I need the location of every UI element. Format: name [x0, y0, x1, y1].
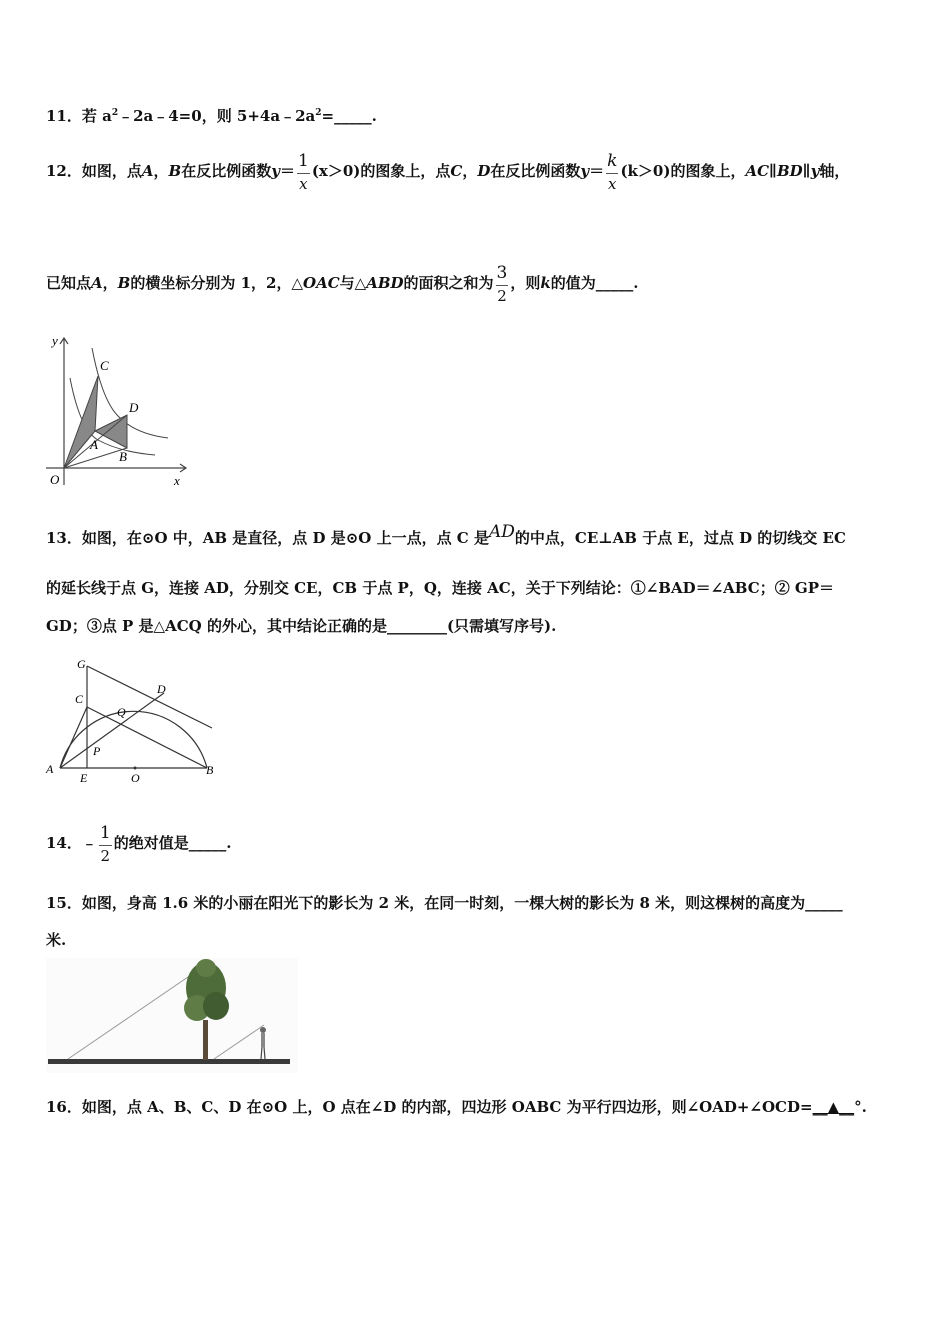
q15-text: 如图，身高 1.6 米的小丽在阳光下的影长为 2 米，在同一时刻，一棵大树的影长为 8 米，则这棵树的高度为_____ — [81, 894, 843, 912]
fraction-1-over-x — [297, 150, 310, 193]
fraction-3-over-2 — [496, 262, 509, 305]
q12-triangle-oac: OAC — [303, 274, 340, 292]
fig12-label-x: x — [174, 473, 180, 488]
q12-var-y: y — [271, 162, 280, 180]
q15-number: 15． — [46, 894, 82, 912]
q11-suffix: =_____. — [321, 107, 377, 125]
fig13-label-b: B — [206, 763, 214, 777]
q12-point-b: B — [168, 162, 182, 180]
question-11 — [46, 103, 377, 126]
question-14 — [46, 818, 231, 868]
q12-y-axis: y — [810, 162, 820, 180]
q12-eq: ＝ — [279, 162, 295, 180]
fig13-label-d: D — [157, 682, 166, 696]
frac-den: x — [608, 174, 617, 193]
fig12-label-c: C — [100, 358, 109, 373]
q12-text: ， — [102, 274, 118, 292]
fraction-k-over-x — [606, 150, 618, 193]
fig12-label-a: A — [90, 437, 98, 452]
q12-text: (k＞0)的图象上， — [620, 162, 746, 180]
question-12-line2 — [46, 258, 639, 308]
figure-13-circle — [40, 652, 225, 787]
q14-neg: ﹣ — [81, 834, 97, 852]
q12-text: 在反比例函数 — [490, 162, 581, 180]
q12-eq: ＝ — [589, 162, 605, 180]
q12-text: 已知点 — [46, 274, 92, 292]
q12-point-d: D — [477, 162, 491, 180]
q12-text: (x＞0)的图象上，点 — [311, 162, 451, 180]
q12-point-c: C — [450, 162, 463, 180]
q12-text: 如图，点 — [81, 162, 142, 180]
frac-num: 3 — [496, 265, 509, 286]
q12-text: 的值为_____. — [550, 274, 639, 292]
q12-text: 轴， — [819, 162, 850, 180]
question-15-line2: 米. — [46, 931, 67, 949]
question-15-line1 — [46, 893, 843, 913]
q11-sup2: 2 — [315, 108, 322, 118]
girl — [260, 1027, 266, 1033]
question-16 — [46, 1097, 867, 1117]
frac-num: k — [606, 153, 618, 174]
q12-point-a: A — [91, 274, 103, 292]
fig13-label-c: C — [75, 692, 84, 706]
fig12-label-d: D — [129, 400, 139, 415]
triangle-abd-shade — [95, 415, 127, 448]
q16-answer-blank[interactable]: __▲__ — [812, 1098, 855, 1116]
q12-text: 的面积之和为 — [403, 274, 494, 292]
question-13-line2: 的延长线于点 G，连接 AD，分别交 CE，CB 于点 P，Q，连接 AC，关于下列结论：①∠BAD＝∠ABC；② GP＝ — [46, 579, 835, 597]
fig12-label-y: y — [52, 333, 58, 348]
frac-den: x — [299, 174, 308, 193]
q16-end: °. — [854, 1098, 867, 1116]
fraction-1-over-2 — [99, 822, 112, 865]
question-12-line1 — [46, 146, 849, 196]
fig13-label-g: G — [77, 657, 86, 671]
q14-text: 的绝对值是_____. — [113, 834, 232, 852]
fig12-label-o: O — [50, 472, 60, 487]
q13-number: 13． — [46, 529, 82, 547]
figure-12-hyperbola — [40, 330, 190, 490]
q11-mid: ﹣2a﹣4=0，则 5+4a﹣2a — [118, 107, 316, 125]
q12-text: 与△ — [339, 274, 367, 292]
fig13-label-p: P — [93, 744, 101, 758]
q12-text: 在反比例函数 — [181, 162, 272, 180]
fig13-label-a: A — [46, 762, 54, 776]
q14-number: 14． — [46, 834, 82, 852]
frac-num: 1 — [99, 825, 112, 846]
q12-text: ， — [462, 162, 478, 180]
frac-den: 2 — [100, 846, 111, 865]
q11-prefix: 若 a — [81, 107, 112, 125]
q16-number: 16． — [46, 1098, 82, 1116]
q12-text: ， — [153, 162, 169, 180]
fig12-label-b: B — [119, 449, 127, 464]
q12-parallel: AC∥BD∥ — [745, 162, 811, 180]
question-13-line3: GD；③点 P 是△ACQ 的外心，其中结论正确的是________(只需填写序号). — [46, 617, 557, 635]
q12-text: 的横坐标分别为 1，2，△ — [130, 274, 303, 292]
frac-den: 2 — [497, 286, 507, 305]
q11-number: 11． — [46, 107, 82, 125]
q12-var-k: k — [540, 274, 551, 292]
q12-number: 12． — [46, 162, 82, 180]
frac-num: 1 — [297, 153, 310, 174]
fig13-label-e: E — [80, 771, 88, 785]
ground — [48, 1059, 290, 1064]
fig13-label-q: Q — [117, 705, 126, 719]
q12-text: ，则 — [510, 274, 541, 292]
q13-text: 的中点，CE⊥AB 于点 E，过点 D 的切线交 EC — [514, 529, 846, 547]
figure-15-tree-shadow — [46, 958, 298, 1073]
q11-sup1: 2 — [111, 108, 119, 118]
question-13-line1 — [46, 522, 846, 548]
arc-ad: AD — [488, 522, 515, 542]
q12-point-b: B — [117, 274, 131, 292]
fig13-label-o: O — [131, 771, 140, 785]
q16-text: 如图，点 A、B、C、D 在⊙O 上，O 点在∠D 的内部，四边形 OABC 为平行四边形，则∠OAD+∠OCD= — [81, 1098, 813, 1116]
q13-text: 如图，在⊙O 中，AB 是直径，点 D 是⊙O 上一点，点 C 是 — [81, 529, 489, 547]
q12-point-a: A — [141, 162, 154, 180]
q12-var-y: y — [580, 162, 590, 180]
q12-triangle-abd: ABD — [366, 274, 404, 292]
